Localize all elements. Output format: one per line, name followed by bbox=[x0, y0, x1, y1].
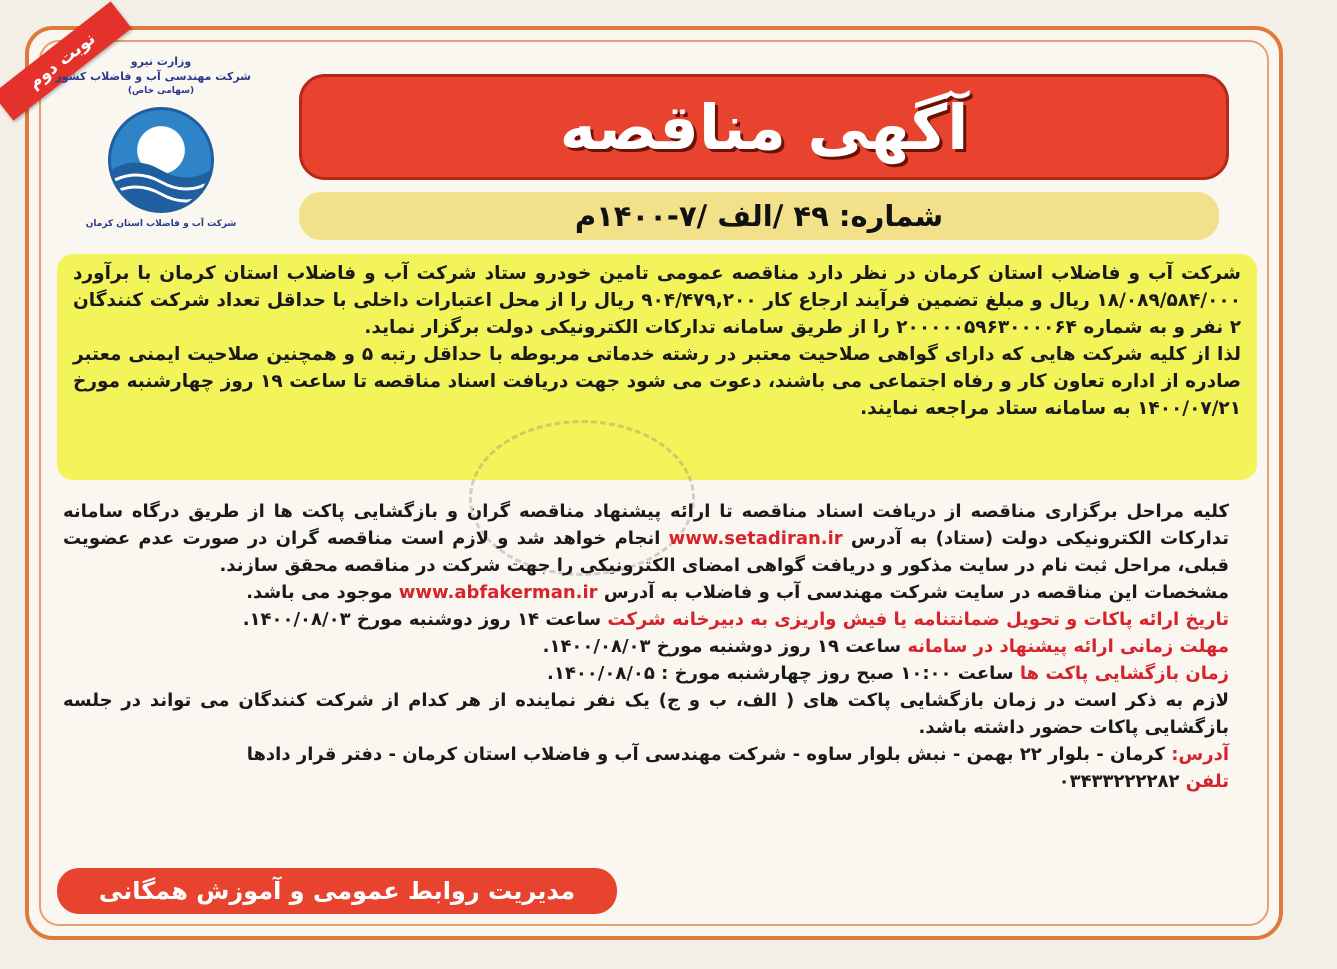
logo-ministry: وزارت نیرو bbox=[131, 55, 193, 68]
footer-bar bbox=[58, 868, 618, 914]
logo-caption: شرکت آب و فاضلاب استان کرمان bbox=[86, 219, 238, 229]
logo-subtitle: (سهامی خاص) bbox=[128, 86, 196, 96]
phone-value: ۰۳۴۳۳۲۲۲۲۸۲ bbox=[1059, 771, 1181, 792]
address-value: کرمان - بلوار ۲۲ بهمن - نبش بلوار ساوه - شرکت مهندسی آب و فاضلاب استان کرمان - دفتر قرار دادها bbox=[247, 744, 1166, 765]
ad-title: آگهی مناقصه bbox=[560, 90, 970, 164]
opening-line bbox=[64, 660, 1230, 687]
ad-body bbox=[64, 498, 1230, 795]
procedure-text-a: کلیه مراحل برگزاری مناقصه از دریافت اسناد مناقصه تا ارائه پیشنهاد مناقصه گران و بازگشایی پاکت ها از طریق درگاه سامانه تدارکات الکترونیکی دولت (ستاد) به آدرس bbox=[64, 501, 1230, 549]
submission-date-line bbox=[64, 606, 1230, 633]
footer-text: مدیریت روابط عمومی و آموزش همگانی bbox=[99, 877, 577, 905]
opening-label: زمان بازگشایی پاکت ها bbox=[1020, 663, 1230, 684]
second-round-ribbon: نوبت دوم bbox=[0, 1, 133, 120]
ad-title-box bbox=[300, 74, 1230, 180]
deadline-label: مهلت زمانی ارائه پیشنهاد در سامانه bbox=[908, 636, 1230, 657]
address-label: آدرس: bbox=[1172, 744, 1230, 765]
procedure-text-b: انجام خواهد شد و لازم است مناقصه گران در صورت عدم عضویت قبلی، مراحل ثبت نام در سایت مذکور و دریافت گواهی امضای الکترونیکی را جهت شرکت در مناقصه محقق سازند. bbox=[64, 528, 1230, 576]
logo-company: شرکت مهندسی آب و فاضلاب کشور bbox=[56, 70, 252, 83]
submission-date-label: تاریخ ارائه پاکات و تحویل ضمانتنامه یا فیش واریزی به دبیرخانه شرکت bbox=[608, 609, 1230, 630]
specs-text-b: موجود می باشد. bbox=[247, 582, 394, 603]
note-paragraph: لازم به ذکر است در زمان بازگشایی پاکت های ( الف، ب و ج) یک نفر نماینده از هر کدام از شرکت کنندگان می تواند در جلسه بازگشایی پاکات حضور داشته باشد. bbox=[64, 690, 1230, 738]
specs-text-a: مشخصات این مناقصه در سایت شرکت مهندسی آب و فاضلاب به آدرس bbox=[604, 582, 1230, 603]
company-logo bbox=[56, 54, 252, 232]
ad-number-bar bbox=[300, 192, 1220, 240]
abfa-link[interactable]: www.abfakerman.ir bbox=[399, 582, 599, 603]
opening-value: ساعت ۱۰:۰۰ صبح روز چهارشنبه مورخ : ۱۴۰۰/۰۸/۰۵. bbox=[548, 663, 1015, 684]
intro-paragraph-1: شرکت آب و فاضلاب استان کرمان در نظر دارد مناقصه عمومی تامین خودرو ستاد شرکت آب و فاضلاب استان کرمان با برآورد ۱۸/۰۸۹/۵۸۴/۰۰۰ ریال و مبلغ تضمین فرآیند ارجاع کار ۹۰۴/۴۷۹,۲۰۰ ریال را از محل اعتبارات داخلی با حداقل تعداد شرکت کنندگان ۲ نفر و به شماره ۲۰۰۰۰۰۵۹۶۳۰۰۰۰۶۴ را از طریق سامانه تدارکات الکترونیکی دولت برگزار نماید. bbox=[74, 263, 1242, 338]
ad-number: شماره: ۴۹ /الف /۷-۱۴۰۰م bbox=[575, 199, 945, 233]
submission-date-value: ساعت ۱۴ روز دوشنبه مورخ ۱۴۰۰/۰۸/۰۳. bbox=[243, 609, 603, 630]
deadline-value: ساعت ۱۹ روز دوشنبه مورخ ۱۴۰۰/۰۸/۰۳. bbox=[543, 636, 903, 657]
setad-link[interactable]: www.setadiran.ir bbox=[669, 528, 844, 549]
deadline-line bbox=[64, 633, 1230, 660]
phone-line bbox=[64, 768, 1230, 795]
address-line bbox=[64, 741, 1230, 768]
specs-paragraph bbox=[64, 579, 1230, 606]
phone-label: تلفن bbox=[1186, 771, 1230, 792]
water-drop-icon bbox=[109, 107, 215, 213]
intro-paragraph-2: لذا از کلیه شرکت هایی که دارای گواهی صلاحیت معتبر در رشته خدماتی مربوطه با حداقل رتبه ۵ و همچنین صلاحیت ایمنی معتبر صادره از اداره تعاون کار و رفاه اجتماعی می باشند، دعوت می شود جهت دریافت اسناد مناقصه تا ساعت ۱۹ روز چهارشنبه مورخ ۱۴۰۰/۰۷/۲۱ به سامانه ستاد مراجعه نمایند. bbox=[74, 344, 1242, 419]
procedure-paragraph bbox=[64, 498, 1230, 579]
